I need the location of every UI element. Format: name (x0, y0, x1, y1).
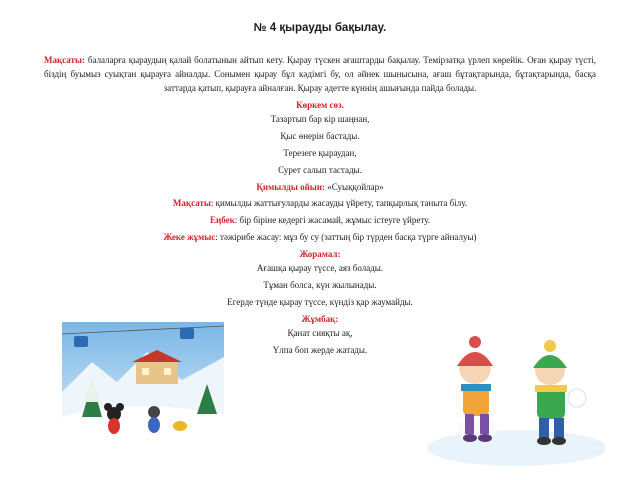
labor-label: Еңбек (210, 215, 235, 226)
individual-line (44, 231, 596, 245)
game-goal-line (44, 197, 596, 211)
riddle-label: Жұмбақ: (301, 314, 339, 324)
individual-label: Жеке жұмыс (163, 232, 216, 243)
kids-winter-illustration (425, 320, 605, 470)
winter-scene-illustration (62, 322, 224, 442)
goal-text: балаларға қыраудың қалай болатынын айтып кету. Қырау түскен ағаштарды бақылау. Темірзатқа үрлеп көрейік. Оған қырау түсті, біздің буымыз суықтан қырауға айналды. Сонымен қырау бұл кәдімгі бу, ол әйнек шынысына, ағаш бұтақтарында, бұтақтарында, басқа заттарда қатып, қырауға айналған. Қырау әдетте күннің ашығында пайда болады. (44, 55, 596, 93)
goal-label: Мақсаты: (44, 55, 85, 65)
labor-text: : бір біріне кедергі жасамай, жұмыс істеуге үйрету. (234, 215, 430, 226)
goal-paragraph (44, 54, 596, 96)
lesson-content (44, 54, 596, 361)
poem-label: Көркем сөз. (296, 99, 344, 110)
game-goal-label: Мақсаты (172, 198, 211, 209)
poem-line: Сурет салып тастады. (278, 164, 362, 175)
labor-line (44, 214, 596, 228)
riddle-line: Үлпа боп жерде жатады. (272, 344, 368, 355)
poem (44, 113, 596, 178)
proverb (44, 262, 596, 310)
poem-line: Терезеге қыраудан, (283, 147, 357, 158)
game-text: «Суыққойлар» (325, 181, 384, 192)
proverb-label: Жорамал: (299, 249, 341, 260)
game-goal-text: : қимылды жаттығуларды жасауды үйрету, тапқырлық таныта білу. (210, 198, 468, 209)
proverb-line: Ағашқа қырау түссе, аяз болады. (256, 263, 384, 274)
riddle-line: Қанат сияқты ақ, (287, 327, 353, 338)
proverb-line: Тұман болса, күн жылынады. (263, 280, 377, 291)
individual-text: : тәжірибе жасау: мұз бу су (заттың бір түрден басқа түрге айналуы) (215, 232, 477, 243)
page-title: № 4 қырауды бақылау. (253, 22, 387, 34)
game-label: Қимылды ойын: (256, 181, 326, 192)
game-line (44, 181, 596, 195)
proverb-line: Егерде түнде қырау түссе, күндіз қар жаумайды. (227, 297, 413, 308)
poem-line: Тазартып бар кір шаңнан, (270, 113, 370, 124)
poem-line: Қыс өнерін бастады. (280, 130, 360, 141)
